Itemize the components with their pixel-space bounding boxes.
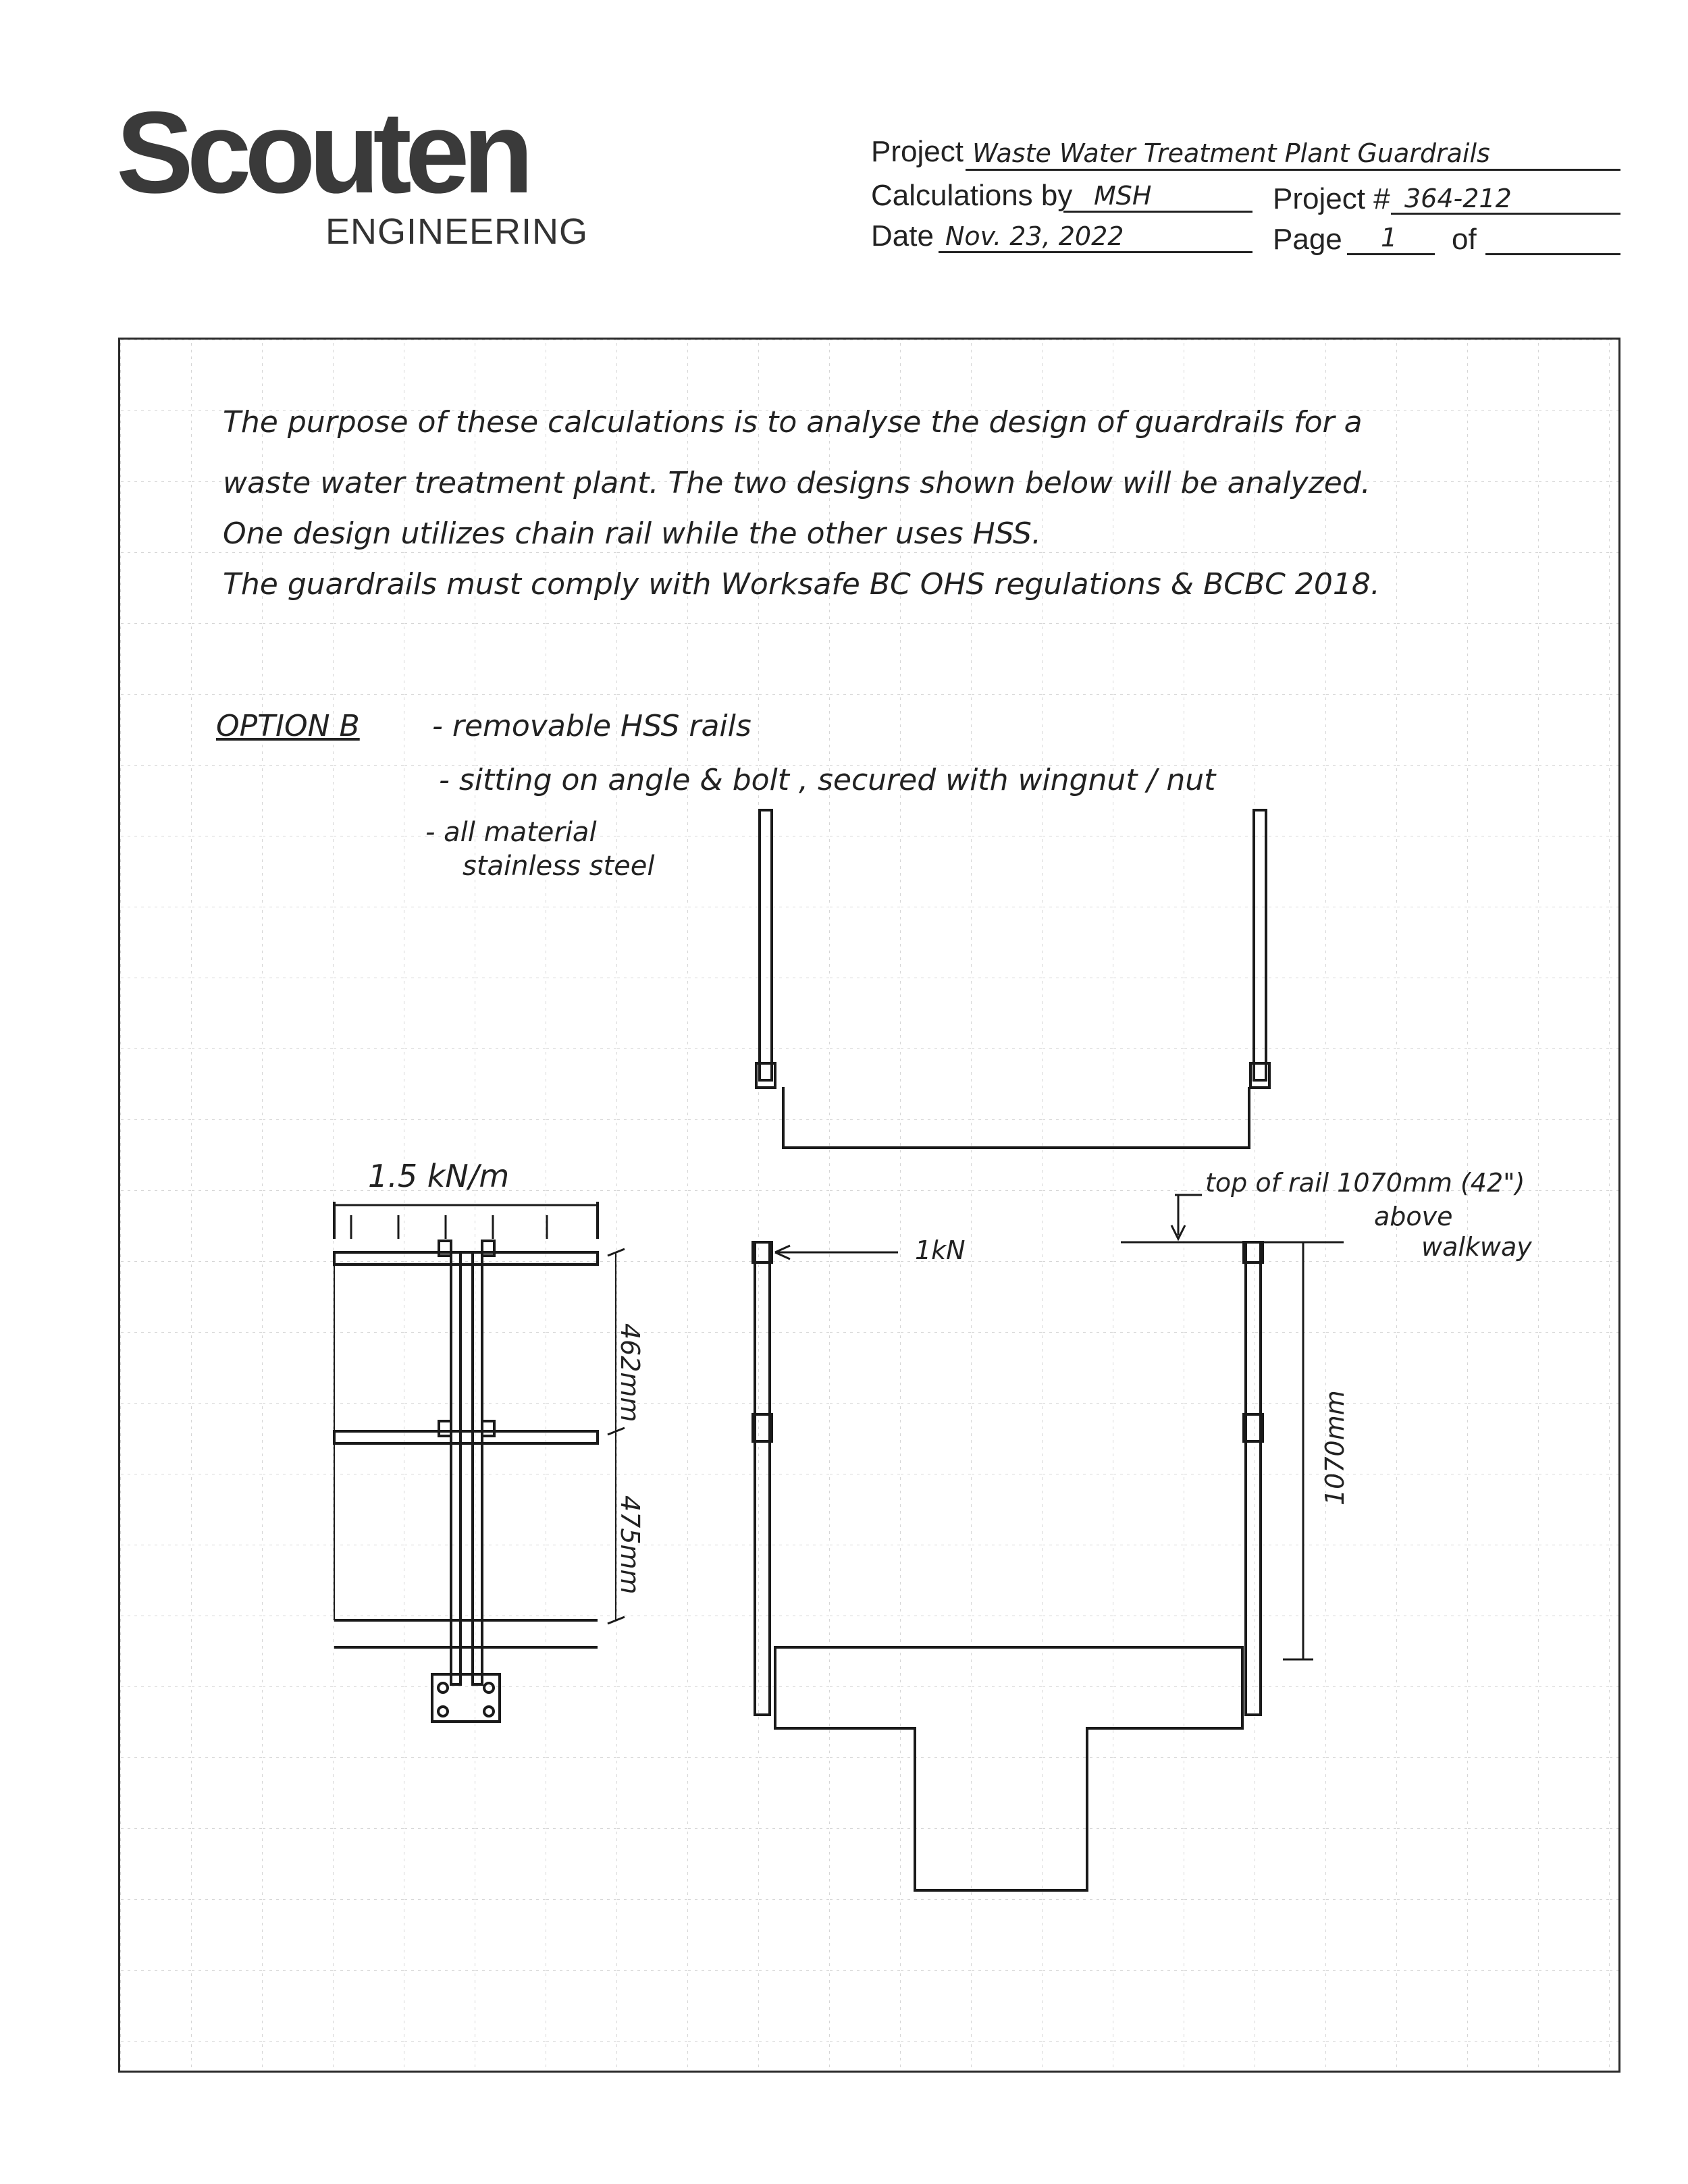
option-bullet-3b: stainless steel bbox=[463, 851, 655, 882]
dimension-mid-rail: 475mm bbox=[615, 1495, 645, 1595]
calcs-label: Calculations by bbox=[871, 179, 1073, 212]
point-load-label: 1kN bbox=[915, 1235, 966, 1265]
project-value: Waste Water Treatment Plant Guardrails bbox=[972, 138, 1490, 168]
load-label: 1.5 kN/m bbox=[368, 1158, 510, 1194]
section-view bbox=[753, 1195, 1344, 1890]
of-label: of bbox=[1452, 223, 1477, 256]
note-line-3: One design utilizes chain rail while the other uses HSS. bbox=[223, 516, 1041, 551]
option-bullet-1: - removable HSS rails bbox=[432, 709, 751, 743]
logo-subtitle: ENGINEERING bbox=[325, 211, 589, 252]
side-elevation bbox=[334, 1202, 625, 1722]
option-title: OPTION B bbox=[216, 709, 360, 743]
above-label: above bbox=[1374, 1202, 1453, 1231]
note-line-1: The purpose of these calculations is to analyse the design of guardrails for a bbox=[223, 405, 1363, 440]
page-label: Page bbox=[1273, 223, 1342, 256]
logo-name: Scouten bbox=[116, 88, 527, 217]
date-value: Nov. 23, 2022 bbox=[945, 221, 1124, 251]
project-no-value: 364-212 bbox=[1404, 184, 1512, 213]
page-value: 1 bbox=[1381, 223, 1398, 252]
walkway-label: walkway bbox=[1421, 1232, 1532, 1262]
plan-view bbox=[756, 810, 1269, 1148]
dimension-top-rail: 462mm bbox=[615, 1323, 645, 1422]
height-dimension: 1070mm bbox=[1320, 1390, 1350, 1506]
option-bullet-2: - sitting on angle & bolt , secured with wingnut / nut bbox=[439, 763, 1216, 797]
project-no-label: Project # bbox=[1273, 182, 1390, 215]
date-label: Date bbox=[871, 219, 934, 252]
option-bullet-3: - all material bbox=[425, 817, 597, 848]
project-label: Project bbox=[871, 135, 964, 168]
calcs-value: MSH bbox=[1094, 181, 1152, 211]
note-line-2: waste water treatment plant. The two designs shown below will be analyzed. bbox=[223, 466, 1371, 500]
note-line-4: The guardrails must comply with Worksafe BC OHS regulations & BCBC 2018. bbox=[223, 567, 1380, 602]
top-of-rail-label: top of rail 1070mm (42") bbox=[1205, 1168, 1525, 1198]
